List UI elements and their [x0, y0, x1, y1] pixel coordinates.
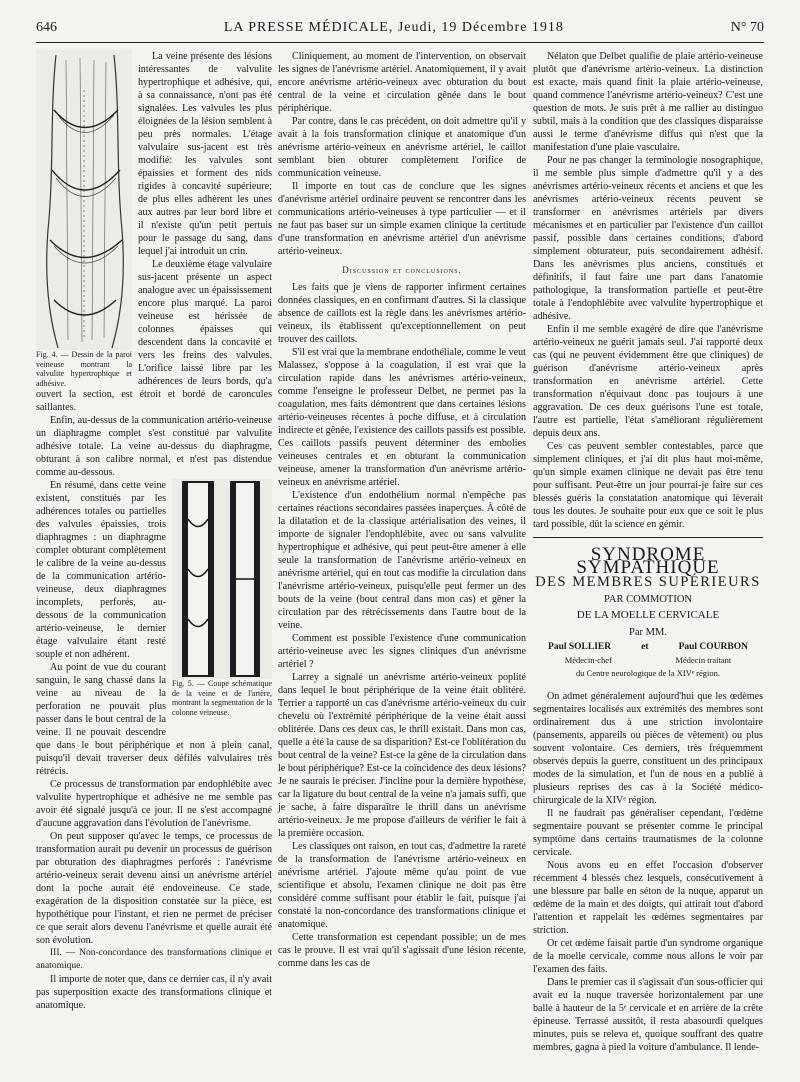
paragraph: Il importe de noter que, dans ce dernier cas, il n'y avait pas superposition exacte des transformations clinique et anatomique. — [36, 974, 272, 1011]
paragraph: Ces cas peuvent sembler contestables, parce que simplement cliniques, et j'ai dit plus haut moi-même, qu'un simple examen clinique ne devait pas être tenu pour suffisant. Peut-être un jour pourrai-je faire sur ces blessés guéris la constatation anatomique qui lèverait tous les doutes. Je souhaite pour eux que ce soit le plus tard possible, dût la science en gémir. — [533, 441, 763, 530]
author-roles — [533, 654, 763, 667]
paragraph: Dans le premier cas il s'agissait d'un sous-officier qui avait eu la nuque traversée horizontalement par une balle à hauteur de la 5ᵉ cervicale et en arrière de la crête épineuse. Terrassé aussitôt, il resta abasourdi quelques minutes, puis se releva et, quoique souffrant des quatre membres, gagna à pied la voiture d'ambulance. Il lende- — [533, 977, 763, 1053]
paragraph: Au point de vue du courant sanguin, le sang chassé dans la veine au niveau de la perforation ne pouvait plus passer dans le bout central de la veine. Il ne pouvait descendre que dans le bout périphérique et non à plein canal, puisqu'il devait traverser deux défilés valvulaires très rétrécis. — [36, 662, 272, 777]
article-title-line-4: DE LA MOELLE CERVICALE — [576, 609, 720, 621]
article-heading — [533, 537, 763, 680]
paragraph: Il ne faudrait pas généraliser cependant, l'œdème segmentaire pouvant se présenter comme le principal symptôme dans certains traumatismes de la colonne cervicale. — [533, 808, 763, 858]
running-header — [36, 20, 764, 42]
institution: du Centre neurologique de la XIVᵉ région. — [575, 668, 721, 678]
paragraph: On peut supposer qu'avec le temps, ce processus de transformation aurait pu devenir un processus de guérison par obturation des diaphragmes perforés : l'anévrisme artério-veineux serait devenu ainsi un anévrisme artériel dont la poche aurait été endoveineuse. Ce stade, exagération de la disposition constatée sur la pièce, est hypothétique pour l'instant, et rien ne permet de préciser ce que serait alors devenu l'anévrisme et quelle aurait été son évolution. — [36, 831, 272, 946]
figure-4-caption: Fig. 4. — Dessin de la paroi veineuse montrant la valvulite hypertrophique et adhésive. — [36, 350, 132, 388]
paragraph: On admet généralement aujourd'hui que les œdèmes segmentaires localisés aux extrémités des membres sont ordinairement dus à une striction involontaire (pansements, appareils ou pièces de vêtement) ou plus souvent volontaire. Ces derniers, très fréquemment observés depuis la guerre, constituent un des principaux modes de la simulation, et l'un de nous en a publié à plusieurs reprises des cas à la Société médico-chirurgicale de la XIVᵉ région. — [533, 691, 763, 806]
paragraph: Pour ne pas changer la terminologie nosographique, il me semble plus simple d'admettre qu'il y a des anévrismes artério-veineux récents et anciens et que les anévrismes artério-veineux récents peuvent se transformer en anévrismes artériels par divers mécanismes et en particulier par l'existence d'un caillot passif, possible dans certaines conditions, d'abord simplement obturateur, puis secondairement adhésif. Dans les anévrismes plus anciens, constitués et définitifs, il faut faire une part dans l'anatomie pathologique, la transformation partielle et peut-être totale à l'endophlébite avec valvulite hypertrophique et adhésive. — [533, 155, 763, 322]
role-2: Médecin traitant — [675, 655, 732, 665]
figure-5 — [172, 479, 272, 729]
paragraph: Par contre, dans le cas précédent, on doit admettre qu'il y avait à la fois transformation clinique et anatomique d'un anévrisme artério-veineux en anévrisme artériel, le caillot semblant bien obturer complètement l'orifice de communication veineuse. — [278, 116, 526, 179]
issue-number: N° 70 — [730, 20, 764, 35]
paragraph: Ce processus de transformation par endophlébite avec valvulite hypertrophique et adhésive ne me semble pas avoir été signalé jusqu'à ce jour. Il ne s'est accompagné d'aucune aggravation dans l'évolution de l'anévrisme. — [36, 779, 272, 829]
publication-title: LA PRESSE MÉDICALE, Jeudi, 19 Décembre 1918 — [223, 20, 564, 35]
column-1 — [36, 50, 272, 1012]
vein-artery-section-diagram-icon — [172, 479, 272, 679]
paragraph: Cette transformation est cependant possible; un de mes cas le prouve. Il est vrai qu'il s'agissait d'une lésion récente, comme dans les cas de — [278, 932, 526, 969]
article-title-line-2: DES MEMBRES SUPÉRIEURS — [535, 574, 761, 590]
column-2 — [278, 50, 526, 970]
paragraph: Les classiques ont raison, en tout cas, d'admettre la rareté de la transformation de l'anévrisme artério-veineux en anévrisme artériel. J'ajoute même qu'au point de vue scientifique et absolu, l'examen clinique ne doit pas être considéré comme suffisant pour établir le fait, puisque j'ai constaté la non-concordance des transformations clinique et anatomique. — [278, 841, 526, 930]
author-names — [533, 641, 763, 654]
role-1: Médecin-chef — [564, 655, 612, 665]
paragraph: La veine présente des lésions intéressantes de valvulite hypertrophique et adhésive, qui, à sa connaissance, n'ont pas été signalées. Les valvules les plus éloignées de la lésion semblent à peu près normales. L'étage valvulaire sus-jacent est très modifié: les valvules sont épaissies et forment des nids rigides à concavité supérieure; de plus elles adhèrent les unes aux autres par leur bord libre et il n'existe qu'un petit pertuis pour le passage du sang, dans lequel j'ai introduit un crin. — [138, 51, 272, 257]
author-conjunction: et — [641, 642, 649, 652]
header-rule — [36, 42, 764, 43]
paragraph: Enfin, au-dessus de la communication artério-veineuse un diaphragme complet s'est constitué par valvulite adhésive totale. La veine au-dessus du diaphragme, obturant à son calibre normal, et n'est pas distendue comme au-dessous. — [36, 415, 272, 478]
paragraph: Nous avons eu en effet l'occasion d'observer récemment 4 blessés chez lesquels, consécutivement à une blessure par balle en séton de la nuque, apparut un œdème de la main et des doigts, qui attirait tout d'abord l'attention et rappelait les œdèmes segmentaires par striction. — [533, 860, 763, 936]
paragraph: Les faits que je viens de rapporter infirment certaines données classiques, en en confirmant d'autres. Si la classique absence de caillots est la règle dans les anévrismes artério-veineux, ils établissent qu'exceptionnellement on peut trouver des caillots. — [278, 282, 526, 345]
author-1: Paul SOLLIER — [548, 642, 612, 652]
paragraph: Enfin il me semble exagéré de dire que l'anévrisme artério-veineux ne guérit jamais seul. J'ai rapporté deux cas (qui ne peuvent évidemment être que cliniques) de guérison d'anévrisme artério-veineux après transformation en anévrisme artériel. Cette transformation n'équivaut donc pas toujours à une aggravation. De ces deux guérisons l'une est totale, l'autre est partielle, l'état s'améliorant régulièrement depuis deux ans. — [533, 324, 763, 439]
section-heading: Discussion et conclusions. — [342, 265, 462, 275]
column-3 — [533, 50, 763, 1054]
paragraph: Comment est possible l'existence d'une communication artério-veineuse avec les signes cliniques d'un anévrisme artériel ? — [278, 633, 526, 670]
paragraph: Il importe en tout cas de conclure que les signes d'anévrisme artériel ordinaire peuvent se rencontrer dans les communications artério-veineuses à type particulier — et il ne faut pas baser sur un simple examen clinique la certitude d'une transformation en anévrisme artériel d'un anévrisme artério-veineux. — [278, 181, 526, 257]
page-number: 646 — [36, 20, 57, 35]
paragraph: Nélaton que Delbet qualifie de plaie artério-veineuse plutôt que d'anévrisme artério-veineux. La distinction est exacte, mais quand finit la plaie artério-veineuse, quand commence l'anévrisme artério-veineux? C'est une question de mots. Je suis prêt à me rallier au distinguo subtil, mais à la condition que des classiques disparaisse aussi le terme d'anévrisme diffus qui n'est que la manifestation d'une plaie vasculaire. — [533, 51, 763, 153]
article-title-line-1: SYNDROME SYMPATHIQUE — [576, 544, 720, 578]
paragraph: Cliniquement, au moment de l'intervention, on observait les signes de l'anévrisme artériel. Anatomiquement, il y avait encore anévrisme artério-veineux avec obturation du bout central de la veine et circulation gênée dans le bout périphérique. — [278, 51, 526, 114]
paragraph: S'il est vrai que la membrane endothéliale, comme le veut Malassez, s'oppose à la coagulation, il est vrai que la circulation rapide dans les anévrismes artério-veineux, comme l'enseigne le professeur Delbet, ne permet pas la coagulation, mes faits démontrent que dans certaines lésions artério-veineuses récentes à poche diffuse, et à circulation indirecte et gênée, l'existence des caillots passifs est possible. Ces caillots passifs peuvent déterminer des embolies veineuses centrales et en obturant la communication veineuse, amener la transformation d'un anévrisme artério-veineux en anévrisme artériel. — [278, 347, 526, 488]
figure-5-caption: Fig. 5. — Coupe schématique de la veine et de l'artère, montrant la segmentation de la colonne veineuse. — [172, 679, 272, 717]
article-title-line-3: PAR COMMOTION — [603, 594, 692, 605]
author-2: Paul COURBON — [678, 642, 748, 652]
paragraph: Or cet œdème faisait partie d'un syndrome organique de la moelle cervicale, comme nous allons le voir par l'examen des faits. — [533, 938, 763, 975]
section-heading: III. — Non-concordance des transformations clinique et anatomique. — [36, 948, 272, 971]
paragraph: L'existence d'un endothélium normal n'empêche pas certaines réactions secondaires passées inaperçues. À côté de la dilatation et de la classique artérialisation des veines, il importe de signaler l'endophlébite, avec ou sans valvulite hypertrophique et adhésive, qui peut peut-être amener à elle seule la transformation de l'anévrisme artério-veineux en anévrisme artériel, qui en tout cas modifie la circulation dans l'anévrisme artério-veineux, puisqu'elle peut fermer un des bouts de la veine (bout central dans mon cas) et gêner la circulation par des rétrécissements dans l'autre bout de la veine. — [278, 490, 526, 631]
paragraph: En résumé, dans cette veine existent, constitués par les adhérences totales ou partielles des valvules épaissies, trois diaphragmes : un diaphragme complet obturant complètement le calibre de la veine au-dessus de la communication artério-veineuse, deux diaphragmes incomplets, perforés, au-dessous de la communication artério-veineuse, le dernier étage valvulaire étant resté souple et non adhérent. — [36, 480, 166, 660]
paragraph: Le deuxième étage valvulaire sus-jacent présente un aspect analogue avec un épaississement encore plus marqué. La paroi veineuse est hérissée de colonnes épaisses qui descendent dans la concavité et vers les freins des valvules. L'orifice laissé libre par les adhérences de leurs bords, qu'a ouvert la section, est étroit et bordé de caroncules saillantes. — [36, 259, 272, 413]
byline-par: Par MM. — [629, 627, 667, 638]
vein-wall-drawing-icon — [36, 50, 132, 350]
paragraph: Larrey a signalé un anévrisme artério-veineux poplité dans lequel le bout périphérique de la veine était oblitéré. Terrier a rapporté un cas d'anévrisme artério-veineux du cuir chevelu où l'extrémité périphérique de la veine était aussi oblitérée. Dans ces deux cas, le thrill existait. Dans mon cas, quelle a été la cause de sa disparition? Est-ce l'oblitération du bout central de la veine? Est-ce la gêne de la circulation dans le bout périphérique? Est-ce la coïncidence des deux lésions? Je ne saurais le préciser. J'incline pour la dernière hypothèse, car la ligature du bout central de la veine n'a jamais suffi, que je sache, à faire disparaître le thrill dans un anévrisme artério-veineux. Je me propose d'ailleurs de vérifier le fait à la première occasion. — [278, 672, 526, 839]
figure-4 — [36, 50, 132, 388]
